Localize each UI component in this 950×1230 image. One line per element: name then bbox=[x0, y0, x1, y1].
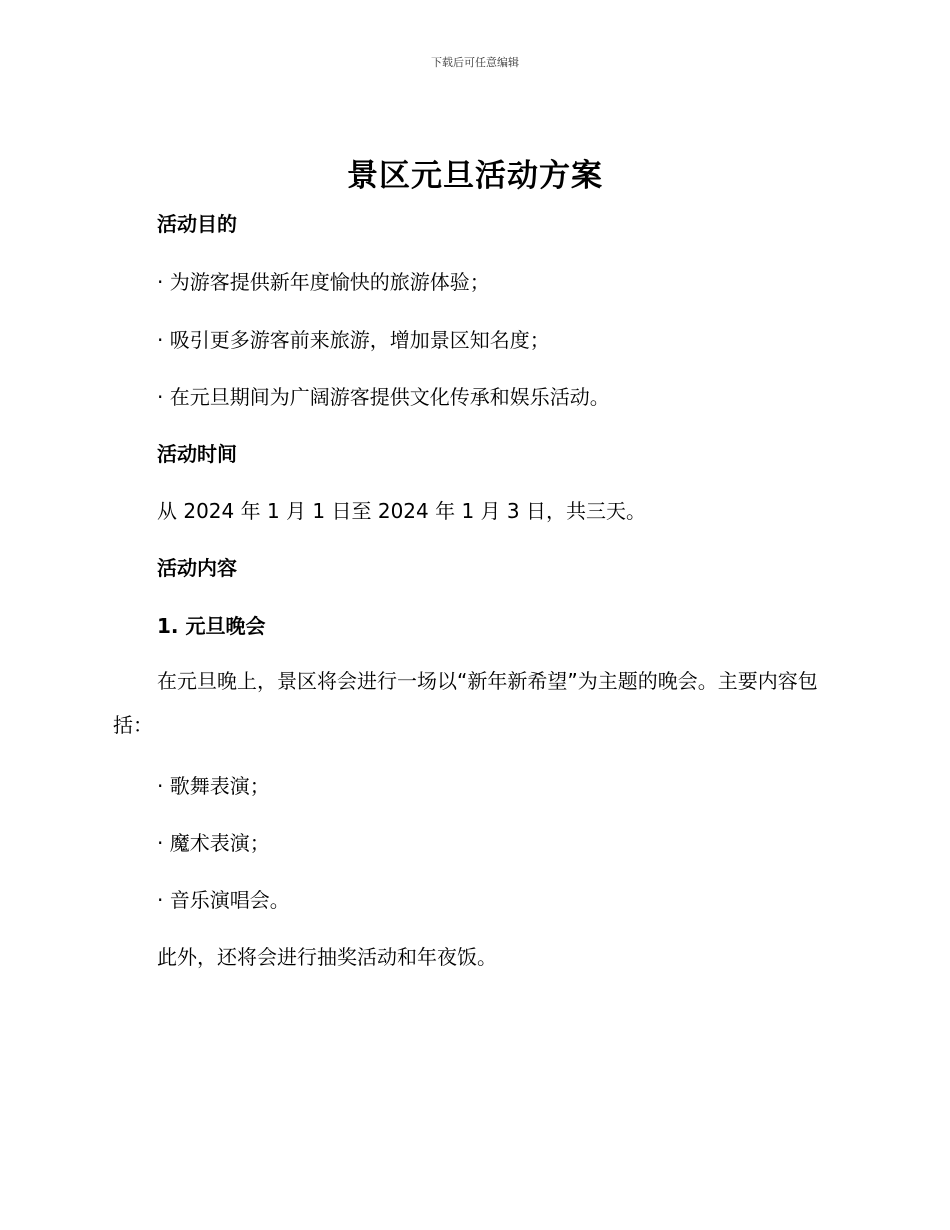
gala-item-1: · 歌舞表演； bbox=[157, 774, 270, 798]
header-note: 下载后可任意编辑 bbox=[431, 56, 519, 69]
gala-paragraph: 在元旦晚上，景区将会进行一场以“新年新希望”为主题的晚会。主要内容包括： bbox=[113, 669, 818, 737]
purpose-item-3: · 在元旦期间为广阔游客提供文化传承和娱乐活动。 bbox=[157, 385, 610, 409]
section-heading-purpose: 活动目的 bbox=[157, 212, 237, 236]
gala-item-3: · 音乐演唱会。 bbox=[157, 888, 290, 912]
document-title: 景区元旦活动方案 bbox=[347, 158, 603, 194]
purpose-item-1: · 为游客提供新年度愉快的旅游体验； bbox=[157, 270, 490, 294]
section-heading-content: 活动内容 bbox=[157, 556, 237, 580]
gala-note: 此外，还将会进行抽奖活动和年夜饭。 bbox=[157, 945, 497, 969]
subsection-heading-gala: 1. 元旦晚会 bbox=[157, 614, 266, 638]
gala-item-2: · 魔术表演； bbox=[157, 831, 270, 855]
time-text: 从 2024 年 1 月 1 日至 2024 年 1 月 3 日，共三天。 bbox=[157, 499, 646, 523]
purpose-item-2: · 吸引更多游客前来旅游，增加景区知名度； bbox=[157, 328, 550, 352]
section-heading-time: 活动时间 bbox=[157, 442, 237, 466]
